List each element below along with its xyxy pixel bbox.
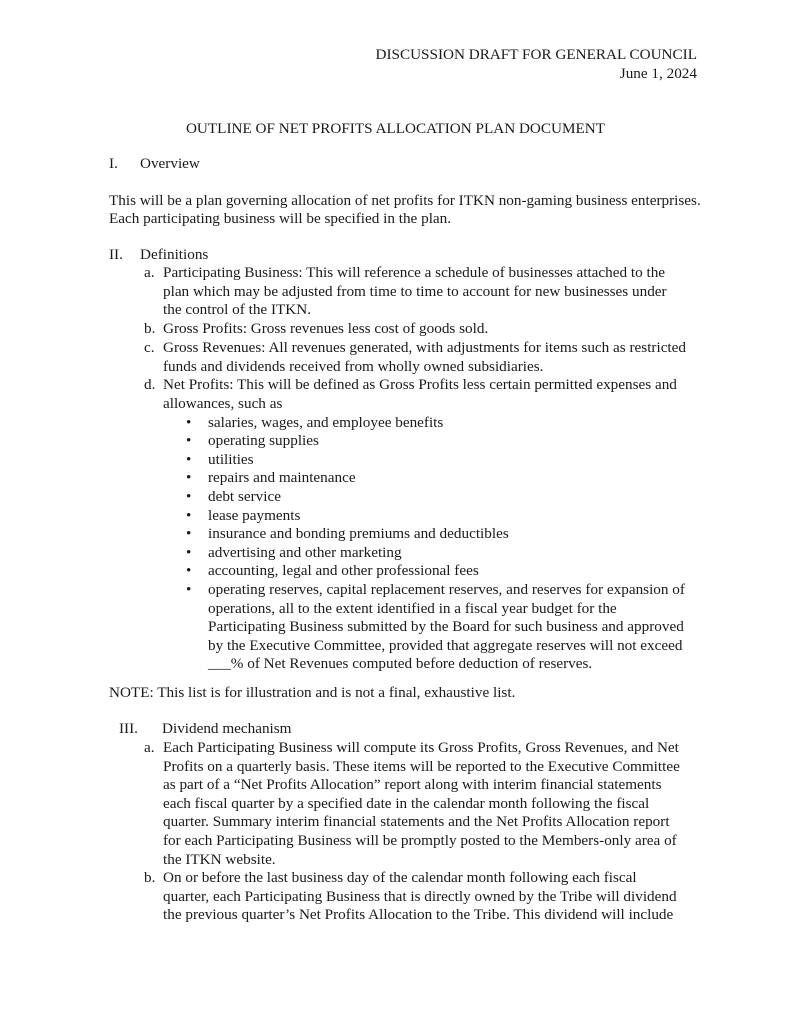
dividend-item-line: the ITKN website.: [163, 850, 276, 868]
expense-bullet-line: salaries, wages, and employee benefits: [208, 413, 444, 431]
bullet-icon: •: [186, 450, 192, 468]
dividend-marker: b.: [144, 869, 156, 886]
section-numeral-definitions: II.: [109, 246, 123, 263]
expense-bullet-line: lease payments: [208, 506, 301, 524]
definition-item-line: Participating Business: This will reference a schedule of businesses attached to the: [163, 264, 666, 281]
section-numeral-overview: I.: [109, 155, 118, 172]
section-heading-dividend: Dividend mechanism: [162, 720, 292, 737]
expense-bullet-line: ___% of Net Revenues computed before deduction of reserves.: [208, 655, 593, 673]
overview-text-line: This will be a plan governing allocation of net profits for ITKN non-gaming business enterprises.: [109, 192, 701, 209]
bullet-icon: •: [186, 580, 192, 598]
bullet-icon: •: [186, 543, 192, 561]
definition-marker: a.: [144, 264, 155, 281]
definition-item-line: Gross Profits: Gross revenues less cost of goods sold.: [163, 320, 489, 337]
section-heading-definitions: Definitions: [140, 246, 209, 263]
note-text: NOTE: This list is for illustration and is not a final, exhaustive list.: [109, 684, 516, 701]
document-title: OUTLINE OF NET PROFITS ALLOCATION PLAN DOCUMENT: [185, 120, 606, 137]
dividend-item-line: as part of a “Net Profits Allocation” report along with interim financial statements: [163, 776, 662, 794]
definition-item-line: plan which may be adjusted from time to time to account for new businesses under: [163, 282, 667, 300]
bullet-icon: •: [186, 469, 192, 487]
definition-marker: b.: [144, 320, 156, 337]
section-numeral-dividend: III.: [119, 720, 138, 737]
draft-date: June 1, 2024: [619, 65, 697, 82]
definition-item-line: funds and dividends received from wholly owned subsidiaries.: [163, 357, 544, 375]
definition-item-line: the control of the ITKN.: [163, 301, 312, 319]
dividend-marker: a.: [144, 739, 155, 756]
overview-text-line: Each participating business will be specified in the plan.: [109, 210, 452, 227]
expense-bullet-line: by the Executive Committee, provided that aggregate reserves will not exceed: [208, 636, 683, 654]
expense-bullet-line: insurance and bonding premiums and deductibles: [208, 525, 509, 543]
dividend-item-line: for each Participating Business will be promptly posted to the Members-only area of: [163, 832, 677, 849]
definition-item-line: allowances, such as: [163, 394, 283, 412]
definition-item-line: Gross Revenues: All revenues generated, with adjustments for items such as restricted: [163, 339, 686, 356]
draft-header: DISCUSSION DRAFT FOR GENERAL COUNCIL: [375, 46, 697, 63]
bullet-icon: •: [186, 562, 192, 580]
bullet-icon: •: [186, 432, 192, 450]
expense-bullet-line: operating supplies: [208, 432, 319, 450]
expense-bullet-line: debt service: [208, 487, 281, 505]
expense-bullet-line: Participating Business submitted by the Board for such business and approved: [208, 618, 684, 636]
bullet-icon: •: [186, 506, 192, 524]
bullet-icon: •: [186, 525, 192, 543]
dividend-item-line: Each Participating Business will compute its Gross Profits, Gross Revenues, and Net: [163, 739, 679, 756]
dividend-item-line: quarter. Summary interim financial statements and the Net Profits Allocation report: [163, 813, 670, 831]
expense-bullet-line: operations, all to the extent identified in a fiscal year budget for the: [208, 599, 617, 617]
expense-bullet-line: utilities: [208, 450, 254, 468]
expense-bullet-line: accounting, legal and other professional fees: [208, 562, 479, 580]
definition-marker: c.: [144, 339, 155, 356]
expense-bullet-line: repairs and maintenance: [208, 469, 356, 487]
definition-item-line: Net Profits: This will be defined as Gross Profits less certain permitted expenses and: [163, 376, 677, 393]
dividend-item-line: the previous quarter’s Net Profits Allocation to the Tribe. This dividend will include: [163, 906, 674, 924]
bullet-icon: •: [186, 487, 192, 505]
definition-marker: d.: [144, 376, 156, 393]
bullet-icon: •: [186, 413, 192, 431]
dividend-item-line: quarter, each Participating Business that is directly owned by the Tribe will dividend: [163, 887, 677, 905]
dividend-item-line: Profits on a quarterly basis. These items will be reported to the Executive Committee: [163, 757, 680, 775]
expense-bullet-line: operating reserves, capital replacement reserves, and reserves for expansion of: [208, 580, 685, 598]
dividend-item-line: each fiscal quarter by a specified date in the calendar month following the fiscal: [163, 794, 650, 812]
section-heading-overview: Overview: [140, 155, 200, 172]
expense-bullet-line: advertising and other marketing: [208, 543, 402, 561]
dividend-item-line: On or before the last business day of the calendar month following each fiscal: [163, 869, 637, 886]
